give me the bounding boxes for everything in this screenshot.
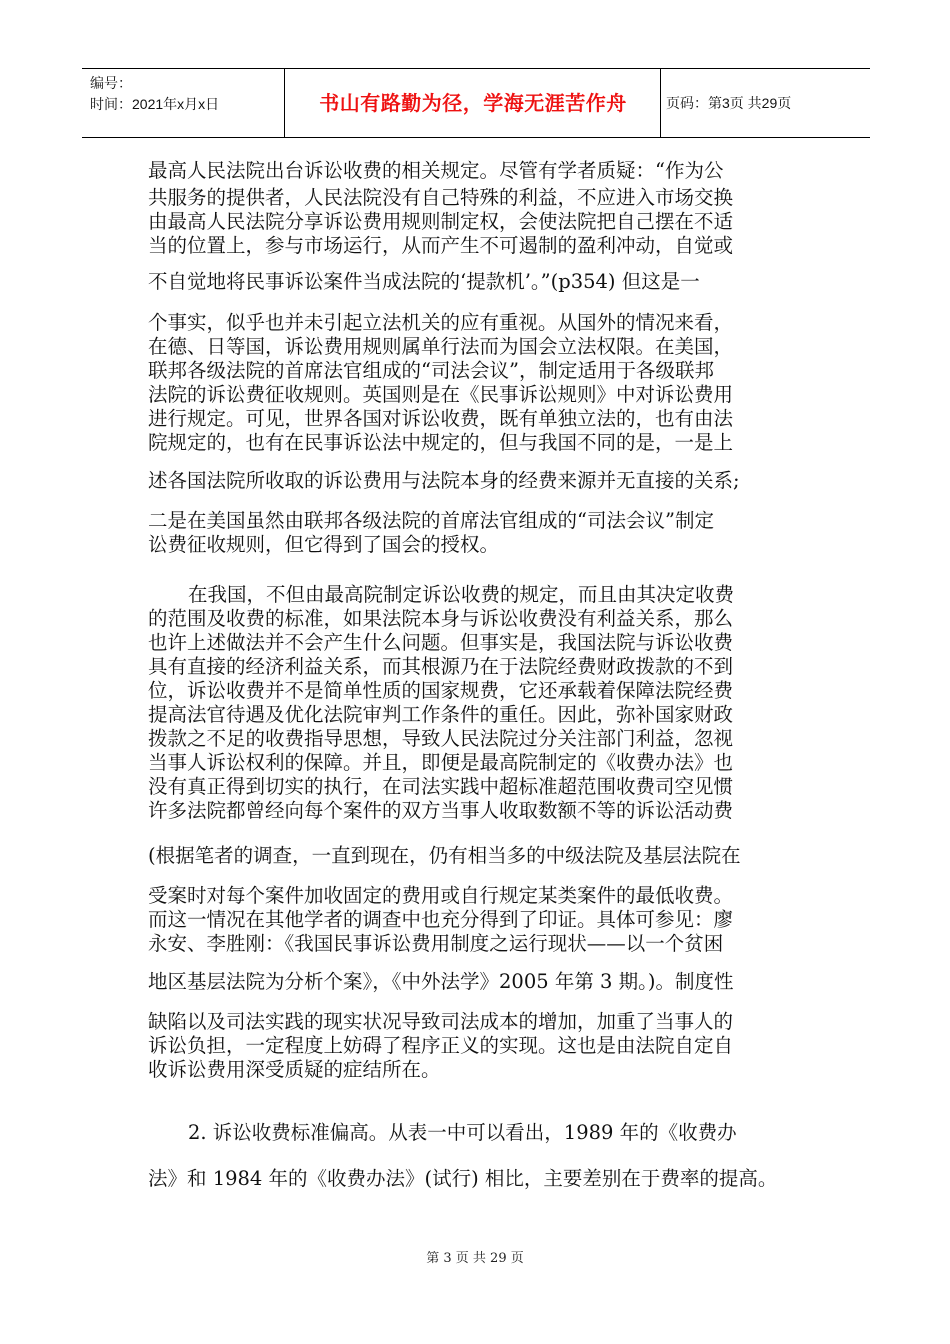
body-line: 的范围及收费的标准，如果法院本身与诉讼收费没有利益关系，那么 <box>148 607 734 630</box>
body-line: 法》和 1984 年的《收费办法》(试行) 相比，主要差别在于费率的提高。 <box>148 1167 778 1190</box>
body-line: 诉讼负担，一定程度上妨碍了程序正义的实现。这也是由法院自定自 <box>148 1034 734 1057</box>
body-line: 缺陷以及司法实践的现实状况导致司法成本的增加，加重了当事人的 <box>148 1010 734 1033</box>
body-line: 讼费征收规则，但它得到了国会的授权。 <box>148 533 500 556</box>
body-line: 院规定的，也有在民事诉讼法中规定的，但与我国不同的是，一是上 <box>148 431 734 454</box>
body-line: 二是在美国虽然由联邦各级法院的首席法官组成的“司法会议”制定 <box>148 509 714 532</box>
body-line: 永安、李胜刚：《我国民事诉讼费用制度之运行现状——以一个贫困 <box>148 932 724 955</box>
body-line: 收诉讼费用深受质疑的症结所在。 <box>148 1058 441 1081</box>
paragraph-first-line: 2. 诉讼收费标准偏高。从表一中可以看出，1989 年的《收费办 <box>188 1121 737 1144</box>
body-line: 不自觉地将民事诉讼案件当成法院的‘提款机’。”(p354) 但这是一 <box>148 270 700 293</box>
body-line: 法院的诉讼费征收规则。英国则是在《民事诉讼规则》中对诉讼费用 <box>148 383 734 406</box>
header-page-info: 页码：第3页 共29页 <box>666 95 792 111</box>
header-motto: 书山有路勤为径，学海无涯苦作舟 <box>319 91 627 115</box>
body-line: 联邦各级法院的首席法官组成的“司法会议”，制定适用于各级联邦 <box>148 359 714 382</box>
body-line: 没有真正得到切实的执行，在司法实践中超标准超范围收费司空见惯 <box>148 775 734 798</box>
body-line: 当的位置上，参与市场运行，从而产生不可遏制的盈利冲动，自觉或 <box>148 234 734 257</box>
body-line: 许多法院都曾经向每个案件的双方当事人收取数额不等的诉讼活动费 <box>148 799 734 822</box>
body-line: 进行规定。可见，世界各国对诉讼收费，既有单独立法的，也有由法 <box>148 407 734 430</box>
body-line: 而这一情况在其他学者的调查中也充分得到了印证。具体可参见：廖 <box>148 908 734 931</box>
body-line: 共服务的提供者，人民法院没有自己特殊的利益，不应进入市场交换 <box>148 186 734 209</box>
body-line: 最高人民法院出台诉讼收费的相关规定。尽管有学者质疑：“作为公 <box>148 159 724 182</box>
body-line: 在德、日等国，诉讼费用规则属单行法而为国会立法权限。在美国， <box>148 335 734 358</box>
time-label: 时间：2021年x月x日 <box>90 96 220 112</box>
body-line: 位，诉讼收费并不是简单性质的国家规费，它还承载着保障法院经费 <box>148 679 734 702</box>
body-line: 也许上述做法并不会产生什么问题。但事实是，我国法院与诉讼收费 <box>148 631 734 654</box>
body-line: (根据笔者的调查，一直到现在，仍有相当多的中级法院及基层法院在 <box>148 844 741 867</box>
body-line: 地区基层法院为分析个案》，《中外法学》2005 年第 3 期。)。制度性 <box>148 970 734 993</box>
body-line: 个事实，似乎也并未引起立法机关的应有重视。从国外的情况来看， <box>148 311 734 334</box>
page-footer: 第 3 页 共 29 页 <box>426 1251 524 1266</box>
body-line: 述各国法院所收取的诉讼费用与法院本身的经费来源并无直接的关系; <box>148 469 740 492</box>
paragraph-first-line: 在我国，不但由最高院制定诉讼收费的规定，而且由其决定收费 <box>188 583 735 606</box>
body-line: 具有直接的经济利益关系，而其根源乃在于法院经费财政拨款的不到 <box>148 655 734 678</box>
serial-number-label: 编号： <box>90 75 132 91</box>
body-line: 受案时对每个案件加收固定的费用或自行规定某类案件的最低收费。 <box>148 884 734 907</box>
body-line: 拨款之不足的收费指导思想，导致人民法院过分关注部门利益，忽视 <box>148 727 734 750</box>
body-line: 当事人诉讼权利的保障。并且，即便是最高院制定的《收费办法》也 <box>148 751 734 774</box>
body-line: 提高法官待遇及优化法院审判工作条件的重任。因此，弥补国家财政 <box>148 703 734 726</box>
body-line: 由最高人民法院分享诉讼费用规则制定权，会使法院把自己摆在不适 <box>148 210 734 233</box>
